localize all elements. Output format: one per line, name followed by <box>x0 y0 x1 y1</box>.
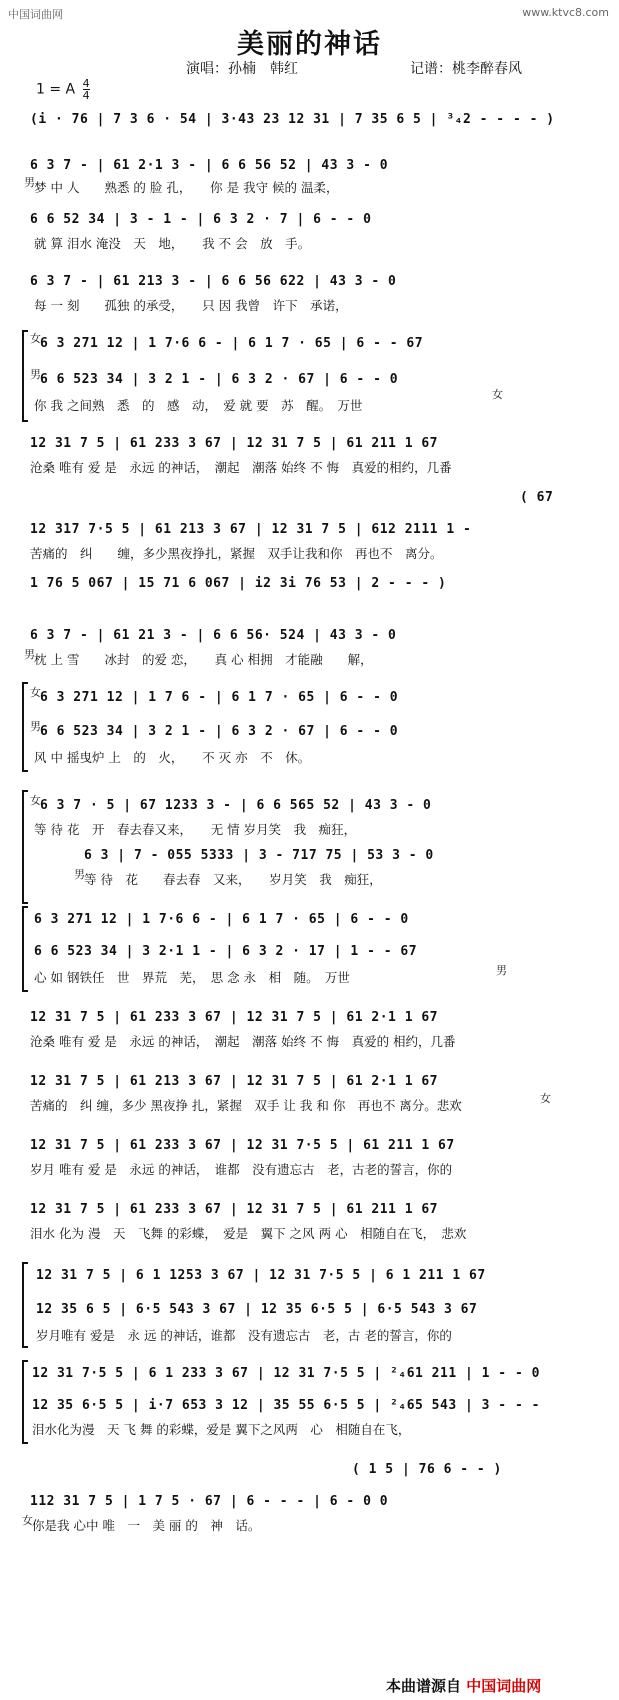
notes-row: 12 31 7 5 | 61 233 3 67 | 12 31 7 5 | 61 211 1 67 <box>30 1202 439 1217</box>
lyric-line: 梦 中 人 熟悉 的 脸 孔， 你 是 我守 候的 温柔， <box>34 180 339 195</box>
song-title: 美丽的神话 <box>237 29 382 60</box>
voice-mark: 女 <box>22 1514 33 1527</box>
notes-row: ( 67 <box>520 490 554 505</box>
notes-row: 12 31 7 5 | 61 233 3 67 | 12 31 7 5 | 61 2·1 1 67 <box>30 1010 439 1025</box>
lyric-line: 每 一 刻 孤独 的承受， 只 因 我曾 许下 承诺， <box>34 298 348 313</box>
key-label: 1 = A <box>36 81 76 98</box>
notes-row: 1 76 5 067 | 15 71 6 067 | i2 3i 76 53 | 2 - - - ) <box>30 576 447 591</box>
footer-site: 中国词曲网 <box>466 1677 542 1695</box>
notes-row: 6 6 523 34 | 3 2·1 1 - | 6 3 2 · 17 | 1 - - 67 <box>34 944 418 959</box>
lyric-line: 你 我 之间熟 悉 的 感 动， 爱 就 要 苏 醒。 万世 <box>34 398 363 413</box>
notes-row: ( 1 5 | 76 6 - - ) <box>352 1462 502 1477</box>
time-signature <box>83 78 90 101</box>
voice-mark: 男 <box>30 720 41 733</box>
voice-mark: 男 <box>24 176 35 189</box>
notes-row: 12 31 7 5 | 61 213 3 67 | 12 31 7 5 | 61 2·1 1 67 <box>30 1074 439 1089</box>
notes-row: 6 3 7 - | 61 213 3 - | 6 6 56 622 | 43 3 - 0 <box>30 274 397 289</box>
notes-row: 6 3 7 - | 61 21 3 - | 6 6 56· 524 | 43 3 - 0 <box>30 628 397 643</box>
watermark-left: 中国词曲网 <box>8 8 63 21</box>
voice-mark: 男 <box>74 868 85 881</box>
voice-mark: 男 <box>24 648 35 661</box>
notes-row: 6 3 7 - | 61 2·1 3 - | 6 6 56 52 | 43 3 - 0 <box>30 158 389 173</box>
footer-source <box>386 1675 541 1696</box>
notes-row: 6 6 52 34 | 3 - 1 - | 6 3 2 · 7 | 6 - - 0 <box>30 212 372 227</box>
system-brace <box>22 790 28 904</box>
time-sig-bottom: 4 <box>82 89 90 102</box>
notes-row: 6 3 271 12 | 1 7·6 6 - | 6 1 7 · 65 | 6 - - 67 <box>40 336 424 351</box>
voice-mark: 女 <box>540 1092 551 1105</box>
lyric-line: 苦痛的 纠 缠，多少 黑夜挣 扎，紧握 双手 让 我 和 你 再也不 离分。悲欢 <box>30 1098 462 1113</box>
notes-row: 6 6 523 34 | 3 2 1 - | 6 3 2 · 67 | 6 - - 0 <box>40 372 399 387</box>
lyric-line: 岁月唯有 爱是 永 远 的神话，谁都 没有遗忘古 老，古 老的誓言，你的 <box>36 1328 452 1343</box>
key-signature <box>36 78 90 101</box>
lyric-line: 岁月 唯有 爱 是 永远 的神话， 谁都 没有遗忘古 老，古老的誓言，你的 <box>30 1162 453 1177</box>
lyric-line: 沧桑 唯有 爱 是 永远 的神话， 潮起 潮落 始终 不 悔 真爱的 相约，几番 <box>30 1034 456 1049</box>
notes-row: 12 31 7 5 | 61 233 3 67 | 12 31 7 5 | 61 211 1 67 <box>30 436 439 451</box>
voice-mark: 女 <box>30 332 41 345</box>
lyric-line: 苦痛的 纠 缠，多少黑夜挣扎，紧握 双手让我和你 再也不 离分。 <box>30 546 443 561</box>
time-sig-top: 4 <box>82 77 90 90</box>
system-brace <box>22 682 28 772</box>
lyric-line: 心 如 钢铁任 世 界荒 芜， 思 念 永 相 随。 万世 <box>34 970 350 985</box>
voice-mark: 女 <box>30 686 41 699</box>
footer-prefix: 本曲谱源自 <box>386 1677 462 1695</box>
notes-row: 12 317 7·5 5 | 61 213 3 67 | 12 31 7 5 | 612 2111 1 - <box>30 522 472 537</box>
voice-mark: 男 <box>30 368 41 381</box>
voice-mark: 女 <box>492 388 503 401</box>
notes-row: 112 31 7 5 | 1 7 5 · 67 | 6 - - - | 6 - 0 0 <box>30 1494 389 1509</box>
notes-row: 6 3 7 · 5 | 67 1233 3 - | 6 6 565 52 | 43 3 - 0 <box>40 798 432 813</box>
lyric-line: 枕 上 雪 冰封 的爱 恋， 真 心 相拥 才能融 解， <box>34 652 373 667</box>
lyric-line: 泪水化为漫 天 飞 舞 的彩蝶，爱是 翼下之风两 心 相随自在飞， <box>32 1422 411 1437</box>
transcriber: 记谱：桃李醉春风 <box>410 61 522 77</box>
lyric-line: 就 算 泪水 淹没 天 地， 我 不 会 放 手。 <box>34 236 311 251</box>
lyric-line: 你是我 心中 唯 一 美 丽 的 神 话。 <box>32 1518 261 1533</box>
watermark-right: www.ktvc8.com <box>522 6 609 19</box>
system-brace <box>22 330 28 422</box>
notes-row: (i · 76 | 7 3 6 · 54 | 3·43 23 12 31 | 7 35 6 5 | ³₄2 - - - - ) <box>30 112 555 127</box>
notes-row: 12 35 6 5 | 6·5 543 3 67 | 12 35 6·5 5 | 6·5 543 3 67 <box>36 1302 478 1317</box>
system-brace <box>22 1360 28 1444</box>
lyric-line: 等 待 花 春去春 又来， 岁月笑 我 痴狂， <box>84 872 382 887</box>
system-brace <box>22 1262 28 1348</box>
notes-row: 6 6 523 34 | 3 2 1 - | 6 3 2 · 67 | 6 - - 0 <box>40 724 399 739</box>
lyric-line: 风 中 摇曳炉 上 的 火， 不 灭 亦 不 休。 <box>34 750 311 765</box>
notes-row: 6 3 271 12 | 1 7 6 - | 6 1 7 · 65 | 6 - - 0 <box>40 690 399 705</box>
voice-mark: 男 <box>496 964 507 977</box>
voice-mark: 女 <box>30 794 41 807</box>
lyric-line: 等 待 花 开 春去春又来， 无 情 岁月笑 我 痴狂， <box>34 822 357 837</box>
notes-row: 6 3 271 12 | 1 7·6 6 - | 6 1 7 · 65 | 6 - - 0 <box>34 912 409 927</box>
lyric-line: 泪水 化为 漫 天 飞舞 的彩蝶， 爱是 翼下 之风 两 心 相随自在飞， 悲欢 <box>30 1226 467 1241</box>
notes-row: 12 31 7 5 | 6 1 1253 3 67 | 12 31 7·5 5 | 6 1 211 1 67 <box>36 1268 486 1283</box>
notes-row: 12 35 6·5 5 | i·7 653 3 12 | 35 55 6·5 5 | ²₄65 543 | 3 - - - <box>32 1398 540 1413</box>
system-brace <box>22 906 28 992</box>
notes-row: 12 31 7 5 | 61 233 3 67 | 12 31 7·5 5 | 61 211 1 67 <box>30 1138 455 1153</box>
notes-row: 6 3 | 7 - 055 5333 | 3 - 717 75 | 53 3 - 0 <box>84 848 434 863</box>
lyric-line: 沧桑 唯有 爱 是 永远 的神话， 潮起 潮落 始终 不 悔 真爱的相约，几番 <box>30 460 452 475</box>
singers: 演唱：孙楠 韩红 <box>186 61 298 77</box>
notes-row: 12 31 7·5 5 | 6 1 233 3 67 | 12 31 7·5 5 | ²₄61 211 | 1 - - 0 <box>32 1366 540 1381</box>
